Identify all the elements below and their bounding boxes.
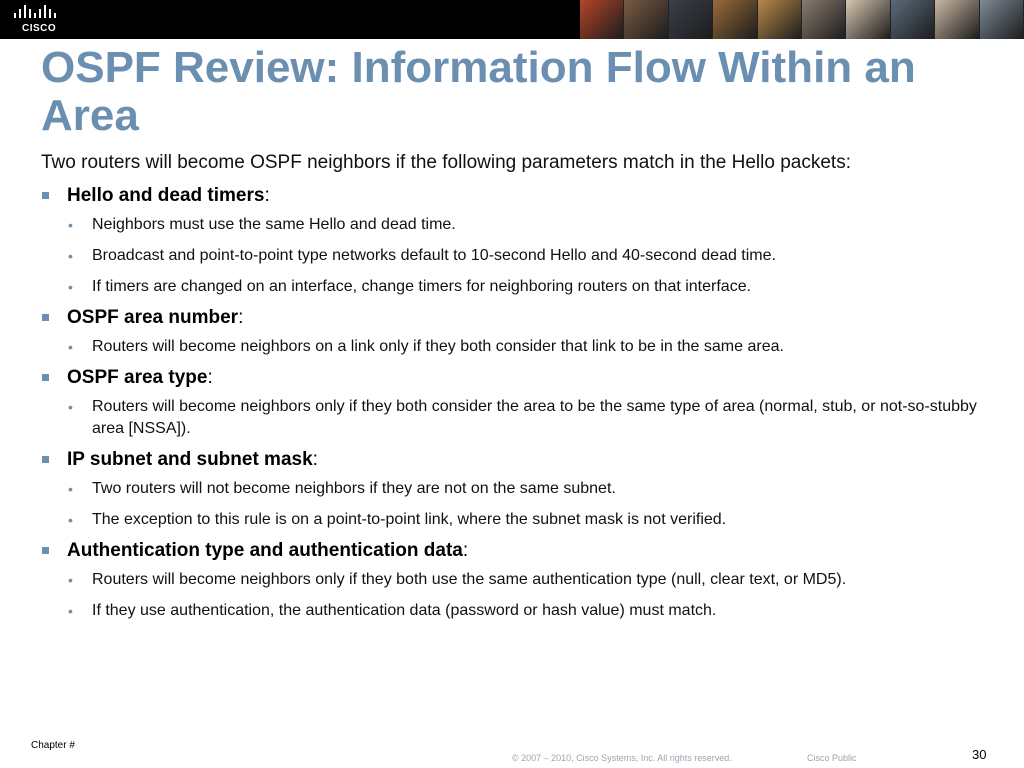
sub-list [67,569,991,622]
banner-photo [758,0,802,39]
banner-photo [891,0,935,39]
cisco-wordmark: CISCO [22,23,57,34]
dot-bullet-icon: • [68,339,73,355]
dot-bullet-icon: • [68,481,73,497]
item-heading-suffix: : [238,307,244,328]
banner-photo [846,0,890,39]
sub-list-item [67,569,991,591]
item-heading: IP subnet and subnet mask [67,449,313,470]
banner-photo [713,0,757,39]
item-heading-suffix: : [462,540,469,561]
item-heading: Authentication type and authentication data [67,540,463,561]
banner-photo [802,0,846,39]
item-heading-suffix: : [207,367,213,388]
sub-item-text: Routers will become neighbors only if they both use the same authentication type (null, clear text, or MD5). [92,571,847,588]
dot-bullet-icon: • [68,572,73,588]
dot-bullet-icon: • [68,603,73,619]
sub-item-text: The exception to this rule is on a point-to-point link, where the subnet mask is not verified. [92,511,727,528]
sub-item-text: Neighbors must use the same Hello and dead time. [92,216,456,233]
header-banner [0,0,1024,39]
sub-list-item [67,245,991,267]
sub-list-item [67,336,991,358]
sub-list [67,396,991,440]
bullet-list [41,184,991,622]
classification-label: Cisco Public [807,753,857,763]
item-heading-suffix: : [264,185,270,206]
sub-list-item [67,396,991,440]
sub-item-text: Broadcast and point-to-point type networks default to 10-second Hello and 40-second dead time. [92,247,776,264]
banner-photo [980,0,1024,39]
sub-list-item [67,478,991,500]
square-bullet-icon [42,314,49,321]
banner-photo [935,0,979,39]
banner-photo [580,0,624,39]
sub-item-text: Routers will become neighbors only if they both consider the area to be the same type of area (normal, stub, or not-so-stubby area [NSSA]). [92,398,977,437]
slide-intro: Two routers will become OSPF neighbors if the following parameters match in the Hello packets: [41,152,851,173]
sub-item-text: Routers will become neighbors on a link only if they both consider that link to be in the same area. [92,338,784,355]
item-heading-suffix: : [312,449,318,470]
item-heading: OSPF area type [67,367,208,388]
square-bullet-icon [42,192,49,199]
cisco-logo [8,4,68,36]
chapter-label: Chapter # [31,740,75,751]
sub-item-text: Two routers will not become neighbors if they are not on the same subnet. [92,480,616,497]
item-heading: Hello and dead timers [67,185,265,206]
item-heading: OSPF area number [67,307,239,328]
sub-list-item [67,600,991,622]
sub-list [67,336,991,358]
sub-list-item [67,276,991,298]
list-item [41,306,991,358]
dot-bullet-icon: • [68,217,73,233]
list-item [41,539,991,622]
banner-photo [669,0,713,39]
list-item [41,366,991,440]
photo-strip [580,0,1024,39]
sub-list-item [67,214,991,236]
slide-title: OSPF Review: Information Flow Within an Area [41,43,916,140]
list-item [41,448,991,531]
page-number: 30 [972,747,987,762]
cisco-bridge-icon [8,4,68,20]
copyright-notice: © 2007 – 2010, Cisco Systems, Inc. All rights reserved. [512,753,732,763]
sub-list-item [67,509,991,531]
dot-bullet-icon: • [68,248,73,264]
square-bullet-icon [42,547,49,554]
square-bullet-icon [42,456,49,463]
dot-bullet-icon: • [68,512,73,528]
sub-list [67,214,991,298]
list-item [41,184,991,298]
sub-list [67,478,991,531]
dot-bullet-icon: • [68,399,73,415]
sub-item-text: If timers are changed on an interface, change timers for neighboring routers on that interface. [92,278,752,295]
square-bullet-icon [42,374,49,381]
banner-photo [624,0,668,39]
sub-item-text: If they use authentication, the authentication data (password or hash value) must match. [92,602,717,619]
dot-bullet-icon: • [68,279,73,295]
